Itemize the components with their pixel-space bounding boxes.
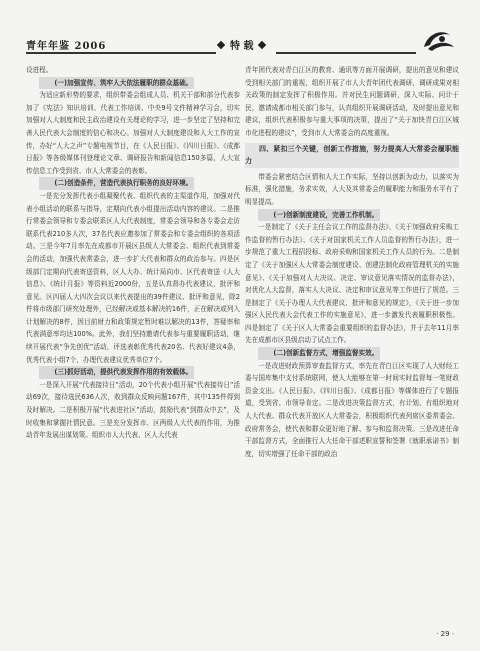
page-header — [0, 0, 480, 52]
paragraph: 为适应新形势的要求，组织带委会组成人员、机关干部和部分代表参加了《宪法》知识培训、代表工作培训、中央9号文件精神学习会，切实加强对人大制度和民主政治建设有关理论的学习，进一步坚定了坚持和完善人民代表大会制度的信心和决心。加强对人大制度建设和人大工作的宣传，办好“人大之声”专题电视节目，在《人民日报》、《四川日报》、《成都日报》等各级媒体刊登理论文章、调研报告和新闻信息150多篇，人大宣传信息工作受到省、市人大常委会的表彰。 — [26, 91, 240, 175]
section-title-wrap — [212, 37, 271, 52]
header-rule-left — [26, 52, 216, 54]
paragraph: 一是改进财政预算审查监督方式，率先在青白江区实现了人大财经工委与国库集中支付系统联网，使人大能够在第一时间实时监督每一笔财政资金支出。《人民日报》、《四川日报》、《成都日报》等媒体进行了专题报道，受到省、市领导肯定。二是改进决策监督方式，有计划、有组织地对人大代表、群众代表开放区人大常委会，积极组织代表列席区委常委会、政府常务会，使代表和群众更好地了解、参与和监督决策。三是改进任命干部监督方式，全面推行人大任命干部述职宣誓和签署《就职承诺书》制度，切实增强了任命干部的政治 — [245, 361, 459, 458]
page-number: · 29 · — [436, 630, 454, 638]
paragraph: 设进程。 — [26, 66, 53, 74]
section-title: 特 载 — [230, 41, 254, 52]
subsection-heading-text: (一)创新制度建设，完善工作机制。 — [258, 209, 380, 222]
paragraph: 一是深入开展“代表接待日”活动，20个代表小组开展“代表接待日”活动69次，接待选民636人次，收到群众反映问题167件，其中135件得到及时解决。二是积极开展“代表进社区”活动，鼓励代表“到群众中去”，及时收集和掌握社情民意。三是充分发挥市、区两级人大代表的作用，为推动青年发展出谋划策。组织市人大代表、区人大代表 — [26, 380, 240, 440]
paragraph: 带委会紧密结合区情和人大工作实际，坚持以创新为动力，以落实为标准，强化措施，务求实效，人大及其常委会的履职能力和服务水平有了明显提高。 — [245, 172, 459, 206]
diamond-bullet-icon — [258, 41, 266, 49]
right-column — [245, 64, 459, 624]
subsection-heading-text: (二)创新监督方式，增强监督实效。 — [258, 347, 380, 360]
subsection-heading — [26, 77, 240, 90]
subsection-heading — [245, 209, 459, 222]
subsection-heading — [245, 347, 459, 360]
subsection-heading — [26, 177, 240, 190]
paragraph: 一是充分发挥代表小组凝聚代表、组织代表的主渠道作用，加强对代表小组活动的联系与指导，定期向代表小组提出活动内容的建议。二是推行常委会领导和专委会联系区人大代表制度，常委会领导和各专委会走访联系代表210多人次，37名代表应邀参加了常委会和专委会组织的各项活动。三是今年7月率先在成都市开展区县级人大常委会、组织代表到常委会的活动，加强代表常委会，进一步扩大代表和群众的政治参与。四是区级部门定期向代表寄送资料，区人大办、统计局向市、区代表寄送《人大信息》、《统计月报》等资料近2000份，五是认真督办代表建议、批评和意见。区四届人大四次会议以来代表提出的39件建议、批评和意见，除2件将市级部门研究处理外，已经解决或基本解决的16件，正在解决或列入计划解决的8件，因目前财力和政策规定暂时难以解决的13件，答疑率和代表满意率均达100%。此外，我们坚持邀请代表参与重要履职活动，继续开展代表“争先创优”活动，评选表彰优秀代表20名、代表好建议4条，优秀代表小组7个，办理代表建议优秀单位7个。 — [26, 191, 240, 364]
yearbook-logo-icon — [420, 27, 456, 53]
paragraph: 一是制定了《关于主任会议工作的监督办法》、《关于加强政府采购工作监督的暂行办法》、《关于对国家机关工作人员监督的暂行办法》，进一步规范了重大工程招投标、政府采购和国家机关工作人员的行为。二是制定了《关于加强区人大常委会制度建设、创建法制化政府管理机关的实施意见》、《关于加强对人大决议、决定、审议意见落实情况的监督办法》，对优化人大监督，落实人大决议、决定和审议意见等工作进行了规范。三是制定了《关于办理人大代表建议、批评和意见的规定》，《关于进一步加强区人民代表大会代表工作的实施意见》，进一步激发代表履职积极性。四是制定了《关于区人大常委会重要组织的监督办法》，并于去年11月率先在成都市区县级启动了试点工作。 — [245, 223, 459, 345]
book-title: 青年年鉴 2006 — [26, 41, 107, 52]
header-rule-right — [276, 52, 416, 54]
subsection-heading — [26, 366, 240, 379]
diamond-bullet-icon — [217, 41, 225, 49]
subsection-heading-text: (一)加强宣传、筑牢人大依法履职的群众基础。 — [39, 77, 194, 90]
subsection-heading-text: (三)抓好活动，提供代表发挥作用的有效载体。 — [39, 366, 194, 379]
paragraph: 青年团代表对青白江区的教育、通讯等方面开展调研，提出的意见和建议受到相关部门的重视，组织开展了市人大青年团代表调研，调研成果对相关政策的制定发挥了积极作用。并对民生问题调研，深入实际、问计于民，邀请成都市相关部门参与，认真组织开展调研活动，及时提出意见和建议，组织代表积极参与重大事项的决策，提出了“关于加快青白江区城市化进程的建议”，受到市人大常委会的高度重视。 — [245, 66, 459, 137]
left-column — [26, 64, 240, 624]
subsection-heading-text: (二)创造条件，营造代表执行职务的良好环境。 — [39, 177, 194, 190]
section-heading: 四、紧扣三个关键，创新工作措施，努力提高人大常委会履职能力 — [245, 143, 459, 168]
